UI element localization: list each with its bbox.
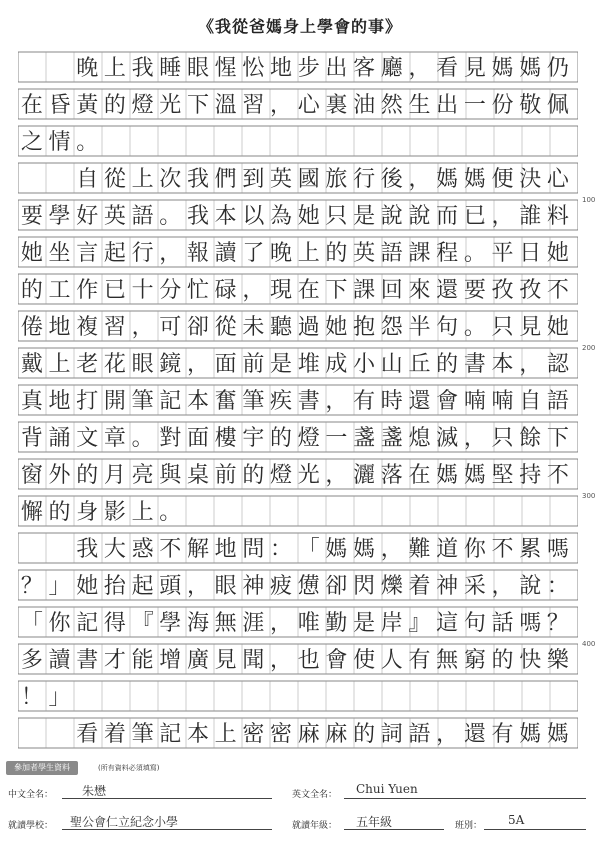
essay-line-text: 懈 的 身 影 上 。 <box>20 500 182 525</box>
essay-line <box>18 679 578 716</box>
essay-line <box>18 457 578 494</box>
essay-line-text: 背 誦 文 章 。 對 面 樓 宇 的 燈 一 盞 盞 熄 滅 ， 只 餘 下 <box>20 426 569 451</box>
essay-line-text: 在 昏 黃 的 燈 光 下 溫 習 ， 心 裏 油 然 生 出 一 份 敬 佩 <box>20 93 569 118</box>
essay-line <box>18 383 578 420</box>
essay-line-text: 她 坐 言 起 行 ， 報 讀 了 晚 上 的 英 語 課 程 。 平 日 她 <box>20 241 569 266</box>
essay-grid <box>18 50 578 752</box>
essay-line <box>18 272 578 309</box>
essay-line-text: 晚 上 我 睡 眼 惺 忪 地 步 出 客 廳 ， 看 見 媽 媽 仍 <box>76 56 569 81</box>
word-count-mark-100: 100 <box>582 196 596 204</box>
grade-underline <box>344 829 444 830</box>
essay-line-text: 窗 外 的 月 亮 與 桌 前 的 燈 光 ， 灑 落 在 媽 媽 堅 持 不 <box>20 463 569 488</box>
essay-line-text: 要 學 好 英 語 。 我 本 以 為 她 只 是 說 說 而 已 ， 誰 料 <box>20 204 569 229</box>
essay-line-text: 之 情 。 <box>20 130 99 155</box>
essay-line-text: 看 着 筆 記 本 上 密 密 麻 麻 的 詞 語 ， 還 有 媽 媽 <box>76 722 569 747</box>
essay-line-text: 「 你 記 得 『 學 海 無 涯 ， 唯 勤 是 岸 』 這 句 話 嗎 ？ <box>20 611 569 636</box>
essay-line <box>18 420 578 457</box>
english-name-underline <box>344 798 586 799</box>
essay-line <box>18 124 578 161</box>
essay-line <box>18 161 578 198</box>
word-count-mark-200: 200 <box>582 344 596 352</box>
essay-line-text: 戴 上 老 花 眼 鏡 ， 面 前 是 堆 成 小 山 丘 的 書 本 ， 認 <box>20 352 569 377</box>
school-value: 聖公會仁立紀念小學 <box>70 815 179 829</box>
grade-label: 就讀年級： <box>292 821 338 831</box>
essay-title: 《我從爸媽身上學會的事》 <box>197 17 402 36</box>
essay-line-text: 倦 地 複 習 ， 可 卻 從 未 聽 過 她 抱 怨 半 句 。 只 見 她 <box>20 315 569 340</box>
school-label: 就讀學校： <box>8 821 54 831</box>
essay-line-text: ？ 」 她 抬 起 頭 ， 眼 神 疲 憊 卻 閃 爍 着 神 采 ， 說 ： <box>20 574 569 599</box>
english-name-value: Chui Yuen <box>356 782 418 796</box>
essay-line-text: 多 讀 書 才 能 增 廣 見 聞 ， 也 會 使 人 有 無 窮 的 快 樂 <box>20 648 569 673</box>
class-underline <box>484 829 586 830</box>
class-value: 5A <box>508 813 525 827</box>
essay-line <box>18 494 578 531</box>
essay-line-text: 的 工 作 已 十 分 忙 碌 ， 現 在 下 課 回 來 還 要 孜 孜 不 <box>20 278 569 303</box>
essay-line <box>18 531 578 568</box>
student-info-section-note: (所有資料必須填寫) <box>98 764 160 772</box>
essay-line <box>18 568 578 605</box>
essay-line <box>18 50 578 87</box>
school-underline <box>62 829 272 830</box>
english-name-label: 英文全名： <box>292 790 338 800</box>
chinese-name-label: 中文全名： <box>8 790 54 800</box>
word-count-mark-300: 300 <box>582 492 596 500</box>
essay-line-text: 真 地 打 開 筆 記 本 奮 筆 疾 書 ， 有 時 還 會 喃 喃 自 語 <box>20 389 569 414</box>
essay-line-text: 自 從 上 次 我 們 到 英 國 旅 行 後 ， 媽 媽 便 決 心 <box>76 167 569 192</box>
essay-line <box>18 642 578 679</box>
essay-line <box>18 87 578 124</box>
word-count-mark-400: 400 <box>582 640 596 648</box>
essay-line <box>18 235 578 272</box>
chinese-name-value: 朱懋 <box>82 784 107 798</box>
grade-value: 五年級 <box>356 815 393 829</box>
chinese-name-underline <box>62 798 272 799</box>
student-info-section-label: 參加者學生資料 <box>6 761 78 775</box>
essay-line <box>18 716 578 753</box>
essay-line <box>18 309 578 346</box>
essay-line-text: ！ 」 <box>20 685 71 710</box>
essay-line <box>18 605 578 642</box>
essay-line <box>18 346 578 383</box>
essay-line <box>18 198 578 235</box>
class-label: 班別： <box>455 821 483 831</box>
essay-line-text: 我 大 惑 不 解 地 問 ： 「 媽 媽 ， 難 道 你 不 累 嗎 <box>76 537 569 562</box>
